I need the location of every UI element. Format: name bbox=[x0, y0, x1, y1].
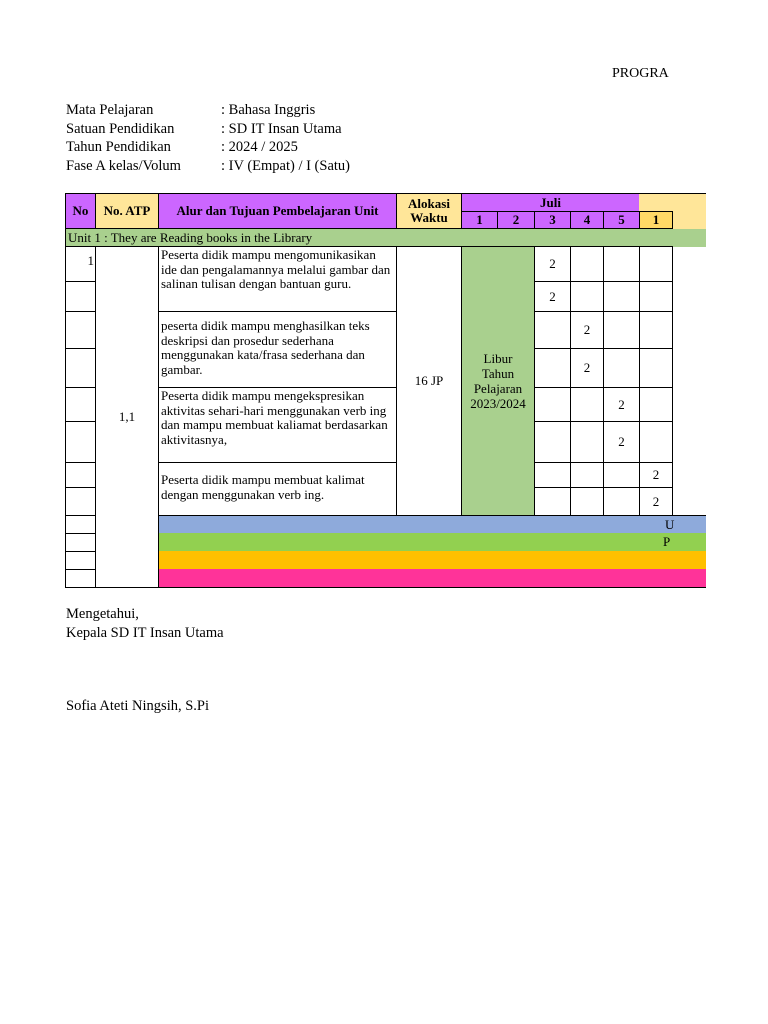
no-cell-3 bbox=[65, 311, 96, 349]
week-cell bbox=[639, 311, 673, 349]
info-value-school: : SD IT Insan Utama bbox=[221, 121, 342, 137]
week-cell bbox=[570, 421, 604, 463]
header-alur: Alur dan Tujuan Pembelajaran Unit bbox=[158, 193, 397, 229]
objective-4: Peserta didik mampu membuat kalimat dengan menggunakan verb ing. bbox=[158, 462, 397, 516]
no-cell-12 bbox=[65, 569, 96, 588]
no-cell-10 bbox=[65, 533, 96, 552]
week-cell bbox=[534, 348, 571, 388]
band-label-u: U bbox=[665, 517, 675, 532]
info-label-school: Satuan Pendidikan bbox=[66, 121, 175, 137]
summary-band-pink bbox=[158, 569, 706, 588]
info-label-phase: Fase A kelas/Volum bbox=[66, 158, 181, 174]
week-cell bbox=[534, 387, 571, 422]
hours-cell: 2 bbox=[534, 246, 571, 282]
week-cell bbox=[534, 421, 571, 463]
no-cell-11 bbox=[65, 551, 96, 570]
objective-2: peserta didik mampu menghasilkan teks deskripsi dan prosedur sederhana menggunakan kata/frasa sederhana dan gambar. bbox=[158, 311, 397, 388]
no-cell-7 bbox=[65, 462, 96, 488]
principal-title: Kepala SD IT Insan Utama bbox=[66, 625, 224, 641]
week-cell bbox=[603, 281, 640, 312]
week-cell bbox=[570, 462, 604, 488]
week-cell bbox=[639, 281, 673, 312]
signatory-name: Sofia Ateti Ningsih, S.Pi bbox=[66, 698, 210, 714]
hours-cell: 2 bbox=[534, 281, 571, 312]
no-cell-5 bbox=[65, 387, 96, 422]
week-cell bbox=[603, 246, 640, 282]
header-no: No bbox=[65, 193, 96, 229]
week-cell bbox=[639, 421, 673, 463]
info-label-year: Tahun Pendidikan bbox=[66, 139, 171, 155]
hours-cell: 2 bbox=[639, 462, 673, 488]
summary-band-orange bbox=[158, 551, 706, 570]
week-cell bbox=[534, 311, 571, 349]
hours-cell: 2 bbox=[570, 348, 604, 388]
header-week-5: 5 bbox=[603, 211, 640, 229]
info-value-phase: : IV (Empat) / I (Satu) bbox=[221, 158, 350, 174]
no-cell-4 bbox=[65, 348, 96, 388]
summary-band-green bbox=[158, 533, 706, 552]
info-label-subject: Mata Pelajaran bbox=[66, 102, 154, 118]
header-week-4: 4 bbox=[570, 211, 604, 229]
week-cell bbox=[603, 487, 640, 516]
acknowledgement: Mengetahui, bbox=[66, 606, 139, 622]
time-allocation: 16 JP bbox=[396, 246, 462, 516]
header-alokasi: Alokasi Waktu bbox=[396, 193, 462, 229]
hours-cell: 2 bbox=[603, 421, 640, 463]
objective-3: Peserta didik mampu mengekspresikan aktivitas sehari-hari menggunakan verb ing dan mampu membuat kaliamat berdasarkan aktivitasnya, bbox=[158, 387, 397, 463]
week-cell bbox=[603, 462, 640, 488]
holiday-cell: Libur Tahun Pelajaran 2023/2024 bbox=[461, 246, 535, 516]
unit-title-row: Unit 1 : They are Reading books in the Library bbox=[65, 229, 706, 247]
hours-cell: 2 bbox=[570, 311, 604, 349]
atp-cell: 1,1 bbox=[95, 246, 159, 588]
week-cell bbox=[639, 348, 673, 388]
info-value-subject: : Bahasa Inggris bbox=[221, 102, 316, 118]
week-cell bbox=[570, 487, 604, 516]
week-cell bbox=[570, 387, 604, 422]
no-cell-8 bbox=[65, 487, 96, 516]
week-cell bbox=[534, 487, 571, 516]
no-cell-6 bbox=[65, 421, 96, 463]
info-value-year: : 2024 / 2025 bbox=[221, 139, 298, 155]
header-atp: No. ATP bbox=[95, 193, 159, 229]
week-cell bbox=[603, 348, 640, 388]
no-cell-9 bbox=[65, 515, 96, 534]
header-week-2: 2 bbox=[497, 211, 535, 229]
hours-cell: 2 bbox=[639, 487, 673, 516]
week-cell bbox=[603, 311, 640, 349]
objective-1: Peserta didik mampu mengomunikasikan ide dan pengalamannya melalui gambar dan salinan tulisan dengan bantuan guru. bbox=[158, 246, 397, 312]
band-label-p: P bbox=[663, 534, 671, 549]
week-cell bbox=[570, 281, 604, 312]
row-number: 1 bbox=[65, 246, 96, 282]
header-month: Juli bbox=[461, 193, 640, 212]
week-cell bbox=[639, 246, 673, 282]
header-next-week-1: 1 bbox=[639, 211, 673, 229]
document-title: PROGRA bbox=[612, 66, 669, 81]
header-week-3: 3 bbox=[534, 211, 571, 229]
week-cell bbox=[570, 246, 604, 282]
week-cell bbox=[639, 387, 673, 422]
week-cell bbox=[534, 462, 571, 488]
header-week-1: 1 bbox=[461, 211, 498, 229]
summary-band-blue bbox=[158, 515, 706, 534]
no-cell-2 bbox=[65, 281, 96, 312]
hours-cell: 2 bbox=[603, 387, 640, 422]
